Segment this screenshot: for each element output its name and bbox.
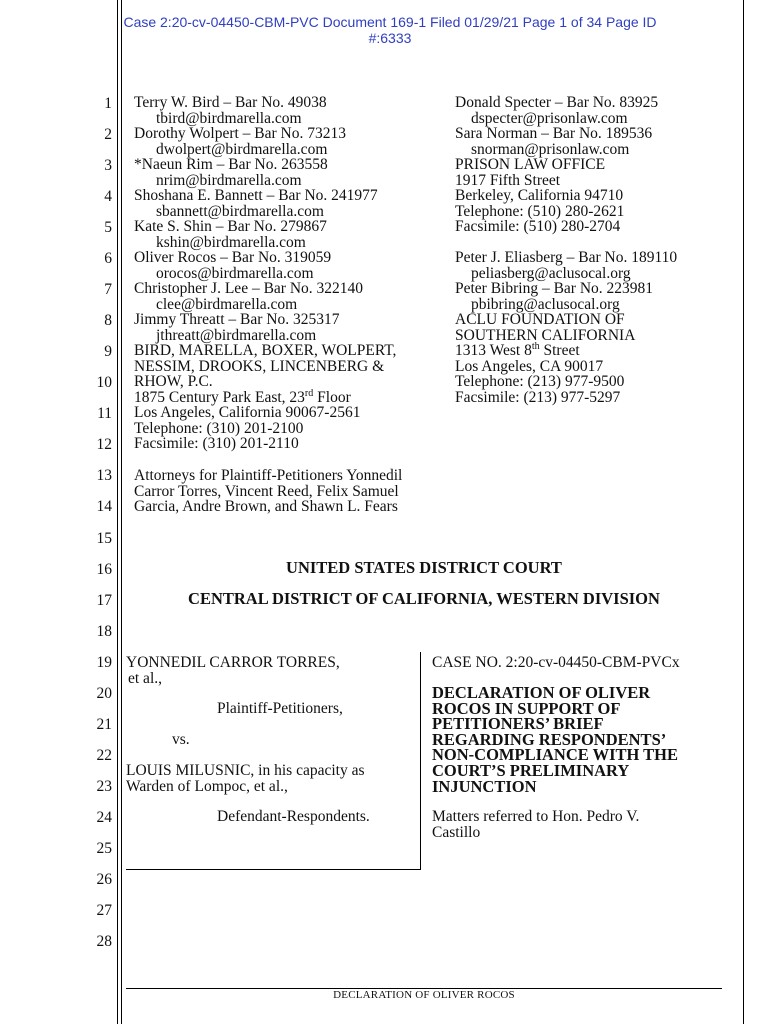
line-number: 7 (104, 281, 112, 298)
counsel-line: Peter J. Eliasberg – Bar No. 189110 (455, 249, 678, 266)
document-title-line: REGARDING RESPONDENTS’ (432, 729, 667, 749)
firm-street: 1875 Century Park East, 23rd Floor (134, 387, 351, 406)
line-number: 6 (104, 250, 112, 267)
counsel-line: 1917 Fifth Street (455, 171, 561, 189)
plaintiff-role: Plaintiff-Petitioners, (217, 700, 343, 717)
counsel-line: orocos@birdmarella.com (156, 264, 314, 282)
counsel-line: dwolpert@birdmarella.com (156, 140, 328, 158)
counsel-line: SOUTHERN CALIFORNIA (455, 326, 636, 344)
firm-address (134, 387, 361, 452)
line-number: 24 (96, 809, 112, 826)
line-number: 18 (96, 623, 112, 640)
line-number: 20 (96, 685, 112, 702)
caption-bottom-rule (126, 869, 421, 870)
caption-divider (420, 652, 421, 869)
aclu-address (455, 340, 625, 406)
counsel-left (134, 95, 396, 390)
counsel-line: Christopher J. Lee – Bar No. 322140 (134, 280, 364, 297)
defendant-name: LOUIS MILUSNIC, in his capacity as Warden of Lompoc, et al., (126, 762, 365, 795)
line-number: 14 (96, 498, 112, 515)
counsel-line: PRISON LAW OFFICE (455, 156, 606, 173)
line-number: 8 (104, 312, 112, 329)
line-number: 16 (96, 561, 112, 578)
case-header (70, 14, 710, 46)
counsel-line: peliasberg@aclusocal.org (471, 264, 631, 282)
document-title-line: INJUNCTION (432, 776, 537, 796)
line-number: 10 (96, 374, 112, 391)
line-number: 4 (104, 188, 112, 205)
counsel-line: jthreatt@birdmarella.com (156, 326, 317, 344)
line-number: 21 (96, 716, 112, 733)
line-number: 11 (97, 405, 112, 422)
case-header-line-2: #:6333 (368, 30, 412, 46)
counsel-line: ACLU FOUNDATION OF (455, 311, 625, 328)
attorneys-for: Attorneys for Plaintiff-Petitioners Yonnedil Carror Torres, Vincent Reed, Felix Samuel Garcia, Andre Brown, and Shawn L. Fears (134, 467, 403, 516)
court-name-line-2: CENTRAL DISTRICT OF CALIFORNIA, WESTERN DIVISION (188, 589, 660, 608)
counsel-line: sbannett@birdmarella.com (156, 202, 324, 220)
court-name-line-1: UNITED STATES DISTRICT COURT (286, 558, 562, 577)
line-number: 15 (96, 530, 112, 547)
aclu-street: 1313 West 8th Street (455, 340, 580, 359)
document-title-line: DECLARATION OF OLIVER (432, 683, 651, 702)
counsel-line: snorman@prisonlaw.com (471, 140, 630, 158)
referral-note: Matters referred to Hon. Pedro V. Castillo (432, 808, 640, 841)
line-number: 12 (96, 436, 112, 453)
counsel-line: nrim@birdmarella.com (156, 171, 302, 189)
counsel-line: Dorothy Wolpert – Bar No. 73213 (134, 125, 346, 142)
document-title-line: ROCOS IN SUPPORT OF (432, 698, 621, 718)
counsel-line: Donald Specter – Bar No. 83925 (455, 94, 659, 111)
counsel-line: kshin@birdmarella.com (156, 233, 306, 251)
line-number: 28 (96, 933, 112, 950)
counsel-line: Kate S. Shin – Bar No. 279867 (134, 218, 327, 235)
right-margin-rule (743, 0, 744, 1024)
aclu-city: Los Angeles, CA 90017 (455, 357, 604, 375)
counsel-line: Oliver Rocos – Bar No. 319059 (134, 249, 332, 266)
case-number: CASE NO. 2:20-cv-04450-CBM-PVCx (432, 654, 680, 671)
firm-city: Los Angeles, California 90067-2561 (134, 404, 361, 421)
counsel-line: RHOW, P.C. (134, 373, 213, 390)
line-number: 22 (96, 747, 112, 764)
counsel-line: Terry W. Bird – Bar No. 49038 (134, 94, 327, 111)
document-title-line: PETITIONERS’ BRIEF (432, 714, 604, 734)
counsel-line: BIRD, MARELLA, BOXER, WOLPERT, (134, 342, 397, 359)
counsel-line: Shoshana E. Bannett – Bar No. 241977 (134, 187, 378, 204)
counsel-right-aclu (455, 250, 677, 343)
line-number: 1 (104, 95, 112, 112)
versus: vs. (172, 731, 190, 748)
line-number: 17 (96, 592, 112, 609)
aclu-phone: Telephone: (213) 977-9500 (455, 373, 625, 390)
plaintiff-name: YONNEDIL CARROR TORRES, et al., (126, 654, 340, 687)
counsel-line: pbibring@aclusocal.org (471, 295, 620, 313)
counsel-line: tbird@birdmarella.com (156, 109, 302, 127)
counsel-line: clee@birdmarella.com (156, 295, 298, 313)
counsel-line: Sara Norman – Bar No. 189536 (455, 125, 653, 142)
counsel-line: dspecter@prisonlaw.com (471, 109, 628, 127)
defendant-role: Defendant-Respondents. (217, 808, 370, 825)
case-header-line-1: Case 2:20-cv-04450-CBM-PVC Document 169-1 Filed 01/29/21 Page 1 of 34 Page ID (123, 14, 657, 30)
line-number: 5 (104, 219, 112, 236)
counsel-line: Jimmy Threatt – Bar No. 325317 (134, 311, 340, 328)
counsel-line: Facsimile: (510) 280-2704 (455, 218, 621, 235)
document-title-line: COURT’S PRELIMINARY (432, 760, 630, 780)
left-margin-rule-inner (121, 0, 122, 1024)
line-number: 19 (96, 654, 112, 671)
line-number: 9 (104, 343, 112, 360)
firm-phone: Telephone: (310) 201-2100 (134, 419, 304, 437)
aclu-fax: Facsimile: (213) 977-5297 (455, 388, 621, 406)
counsel-line: *Naeun Rim – Bar No. 263558 (134, 156, 328, 173)
line-number: 25 (96, 840, 112, 857)
line-number: 13 (96, 467, 112, 484)
left-margin-rule-outer (117, 0, 118, 1024)
line-number: 3 (104, 157, 112, 174)
line-number: 27 (96, 902, 112, 919)
footer-title: DECLARATION OF OLIVER ROCOS (333, 989, 515, 1001)
line-number: 26 (96, 871, 112, 888)
document-title (432, 685, 678, 794)
counsel-line: Telephone: (510) 280-2621 (455, 202, 625, 220)
counsel-line: Peter Bibring – Bar No. 223981 (455, 280, 654, 297)
document-title-line: NON-COMPLIANCE WITH THE (432, 745, 679, 765)
line-number: 2 (104, 126, 112, 143)
counsel-right-prison-law (455, 95, 658, 235)
counsel-line: NESSIM, DROOKS, LINCENBERG & (134, 357, 385, 375)
line-number: 23 (96, 778, 112, 795)
firm-fax: Facsimile: (310) 201-2110 (134, 435, 299, 452)
counsel-line: Berkeley, California 94710 (455, 187, 624, 204)
